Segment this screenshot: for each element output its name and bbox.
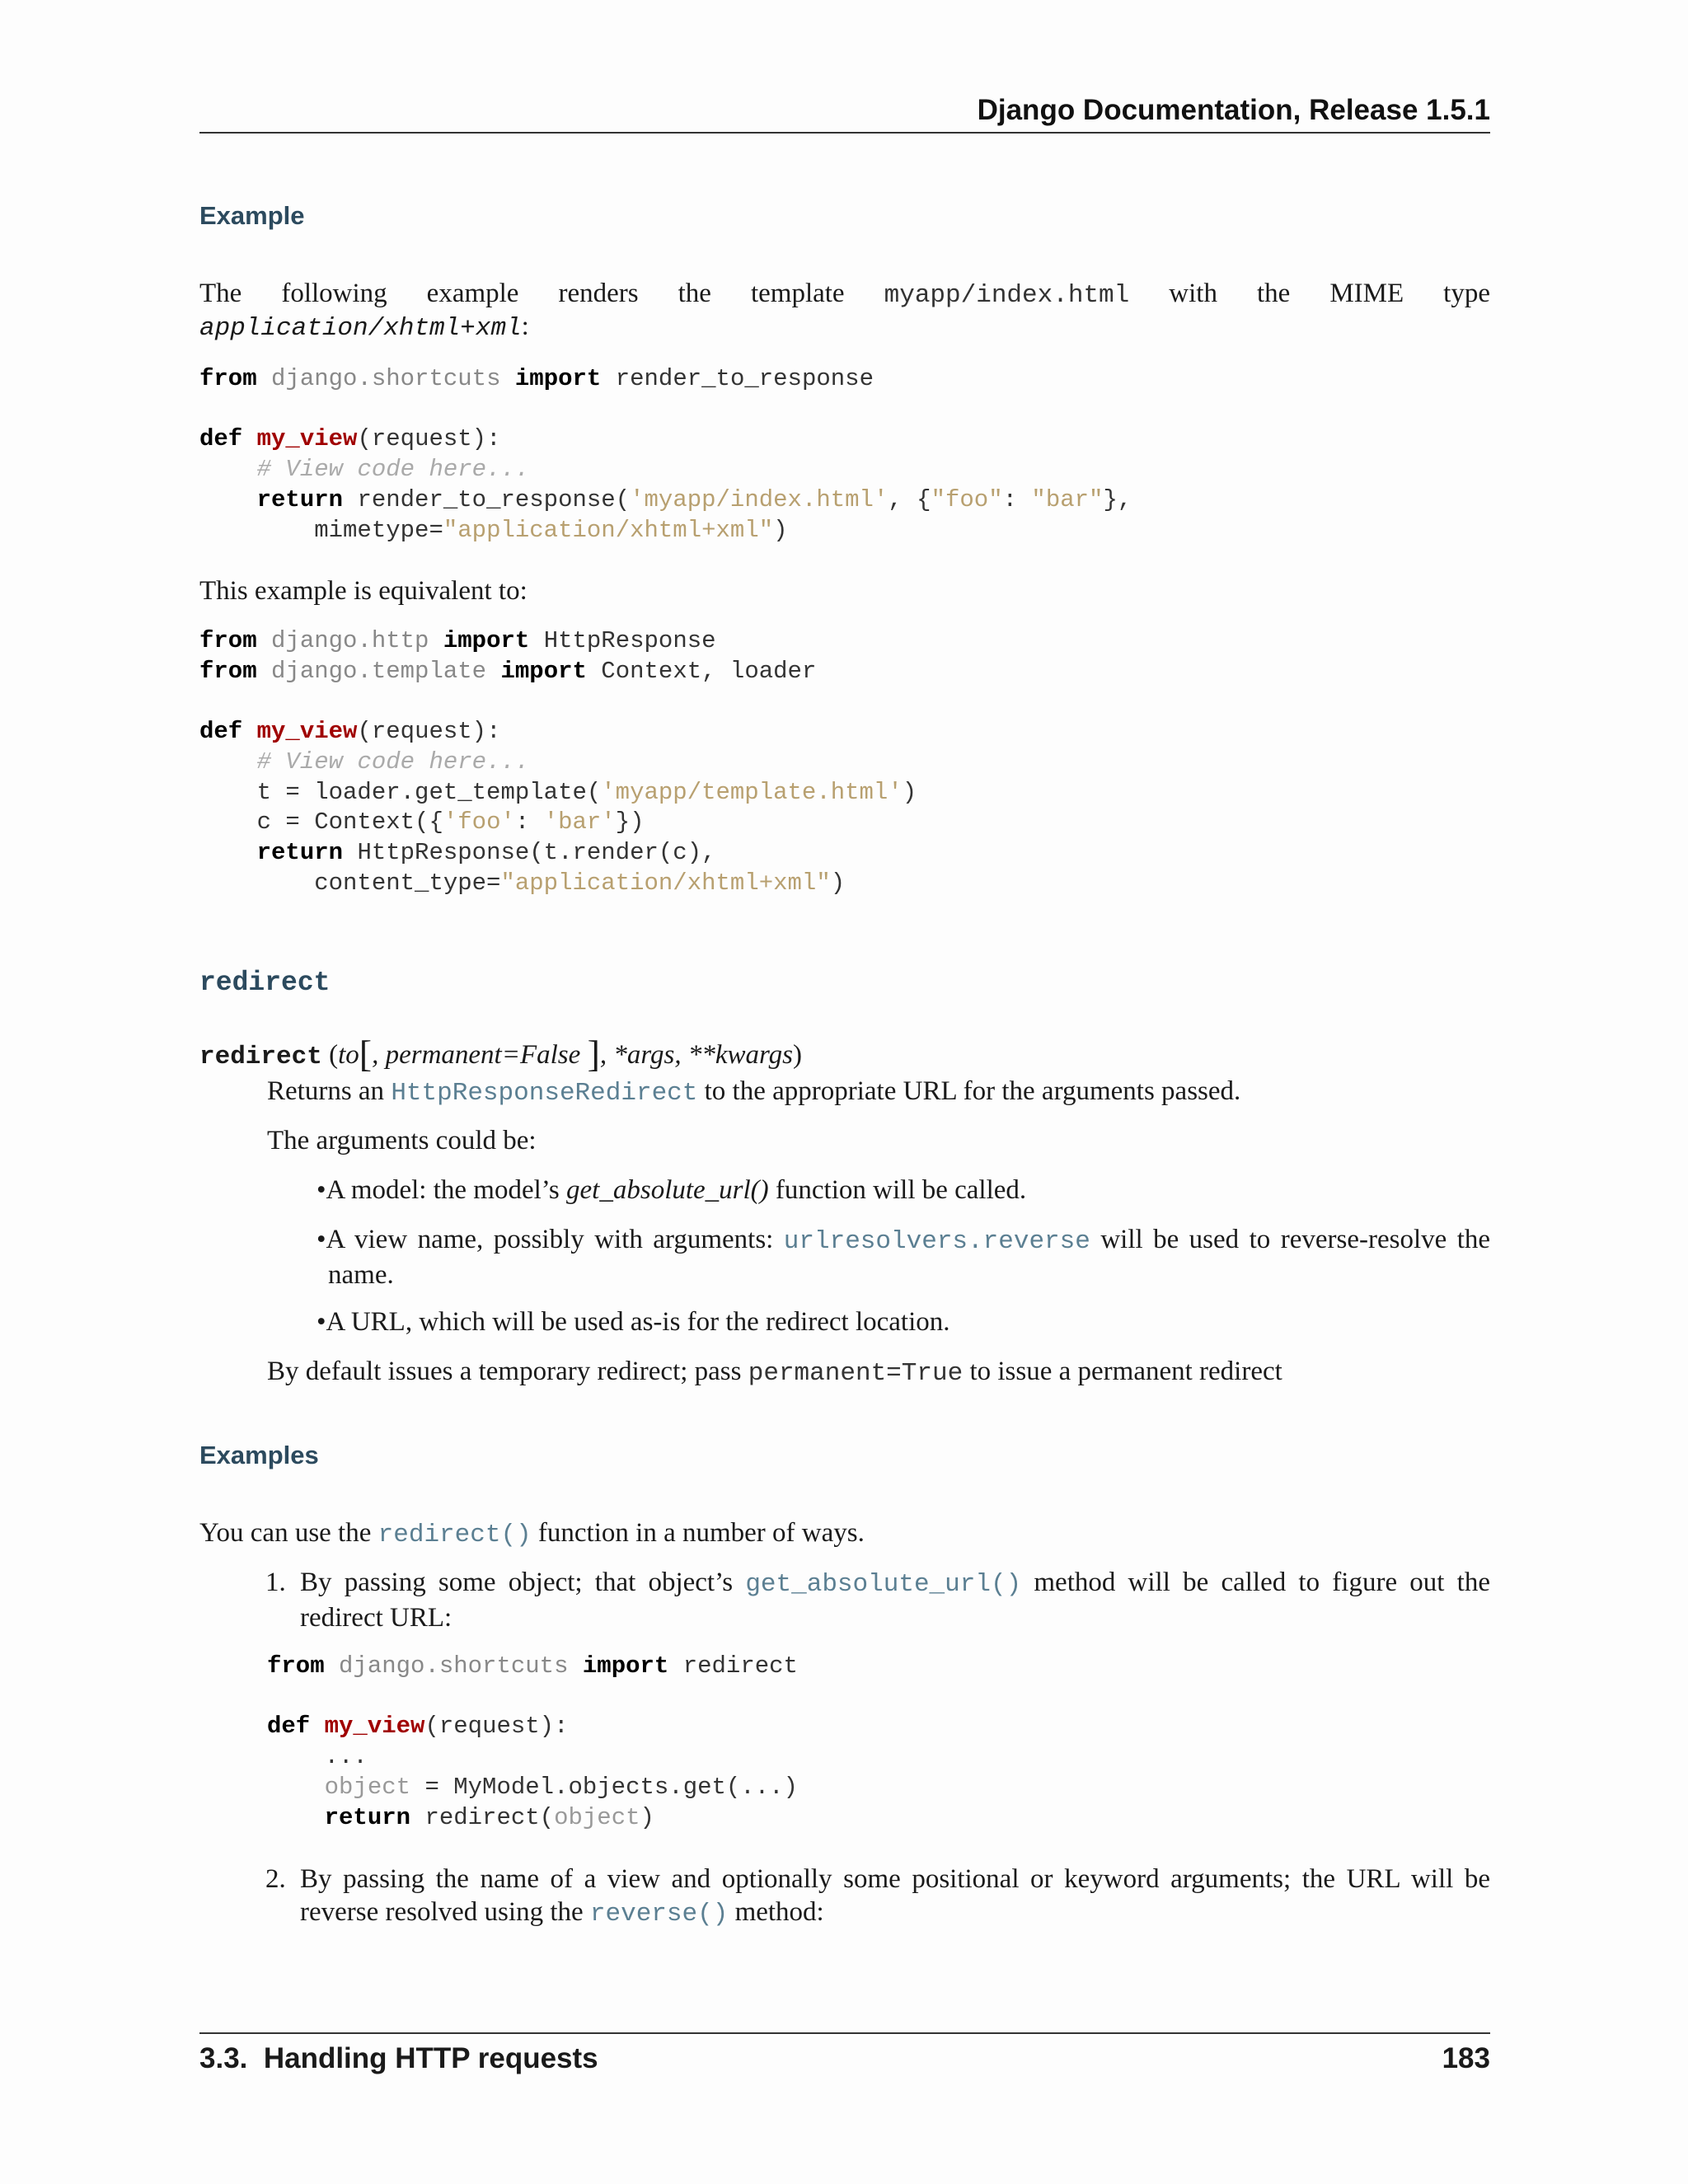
code-line: c = Context({'foo': 'bar'}): [199, 808, 645, 837]
equivalent-text: This example is equivalent to:: [199, 576, 528, 606]
mime-type: application/xhtml+xml: [199, 314, 522, 343]
default-note: By default issues a temporary redirect; pass permanent=True to issue a permanent redirect: [267, 1357, 1282, 1388]
code-line: ...: [267, 1743, 368, 1771]
code-line: return render_to_response('myapp/index.html', {"foo": "bar"},: [256, 485, 1132, 513]
get-absolute-url-link[interactable]: get_absolute_url(): [745, 1570, 1022, 1599]
args-intro: The arguments could be:: [267, 1126, 537, 1155]
footer-section: 3.3. Handling HTTP requests: [199, 2042, 598, 2074]
redirect-func-link[interactable]: redirect(): [377, 1521, 532, 1549]
bullet-model: •A model: the model’s get_absolute_url() function will be called.: [316, 1175, 1027, 1205]
list-item-1: 1. By passing some object; that object’s get_absolute_url() method will be called to figure out the redirect URL:: [265, 1568, 1490, 1633]
examples-heading: Examples: [199, 1441, 319, 1469]
urlresolvers-reverse-link[interactable]: urlresolvers.reverse: [783, 1227, 1090, 1256]
signature-params: (to[, permanent=False ], *args, **kwargs): [329, 1033, 802, 1075]
httpresponseredirect-link[interactable]: HttpResponseRedirect: [391, 1079, 698, 1108]
code-line: t = loader.get_template('myapp/template.html'): [199, 778, 917, 806]
example-intro: The following example renders the template myapp/index.html with the MIME type: [199, 279, 1490, 310]
code-line: def my_view(request):: [199, 425, 501, 453]
code-line: # View code here...: [256, 456, 530, 484]
code-line: # View code here...: [256, 748, 530, 776]
bullet-view-name: •A view name, possibly with arguments: urlresolvers.reverse will be used to reverse-resolve the name.: [316, 1225, 1491, 1290]
code-line: def my_view(request):: [267, 1713, 569, 1741]
code-line: mimetype="application/xhtml+xml"): [199, 516, 788, 544]
signature-name: redirect: [199, 1043, 322, 1071]
get-absolute-url-emph: get_absolute_url(): [566, 1175, 769, 1205]
code-line: from django.shortcuts import redirect: [267, 1652, 798, 1680]
page-number: 183: [1442, 2042, 1490, 2074]
code-line: from django.http import HttpResponse: [199, 627, 716, 654]
code-line: from django.shortcuts import render_to_response: [199, 365, 874, 392]
permanent-true-code: permanent=True: [748, 1359, 964, 1388]
example-heading: Example: [199, 201, 305, 230]
code-block-render-to-response: [199, 364, 1132, 546]
redirect-description: Returns an HttpResponseRedirect to the appropriate URL for the arguments passed.: [267, 1076, 1241, 1108]
page-footer: [199, 2032, 1490, 2075]
example-intro-line2: application/xhtml+xml:: [199, 312, 529, 343]
template-path: myapp/index.html: [884, 281, 1130, 310]
code-line: def my_view(request):: [199, 718, 501, 746]
examples-intro: You can use the redirect() function in a number of ways.: [199, 1518, 865, 1549]
list-item-2: 2. By passing the name of a view and optionally some positional or keyword arguments; the URL will be reverse resolved using the reverse() method:: [265, 1864, 1490, 1929]
redirect-heading: redirect: [199, 968, 331, 998]
bullet-url: •A URL, which will be used as-is for the redirect location.: [316, 1307, 950, 1337]
code-line: content_type="application/xhtml+xml"): [199, 869, 846, 897]
code-line: return HttpResponse(t.render(c),: [256, 838, 716, 866]
header-title: Django Documentation, Release 1.5.1: [977, 94, 1490, 126]
redirect-signature: [199, 1033, 802, 1076]
page-header: [199, 92, 1490, 134]
code-block-redirect-object: [267, 1652, 798, 1833]
code-line: from django.template import Context, loader: [199, 657, 817, 685]
reverse-link[interactable]: reverse(): [589, 1900, 729, 1929]
code-block-httpresponse: [199, 626, 917, 898]
code-line: return redirect(object): [324, 1803, 654, 1831]
code-line: object = MyModel.objects.get(...): [324, 1773, 798, 1801]
document-page: [199, 0, 1490, 2184]
